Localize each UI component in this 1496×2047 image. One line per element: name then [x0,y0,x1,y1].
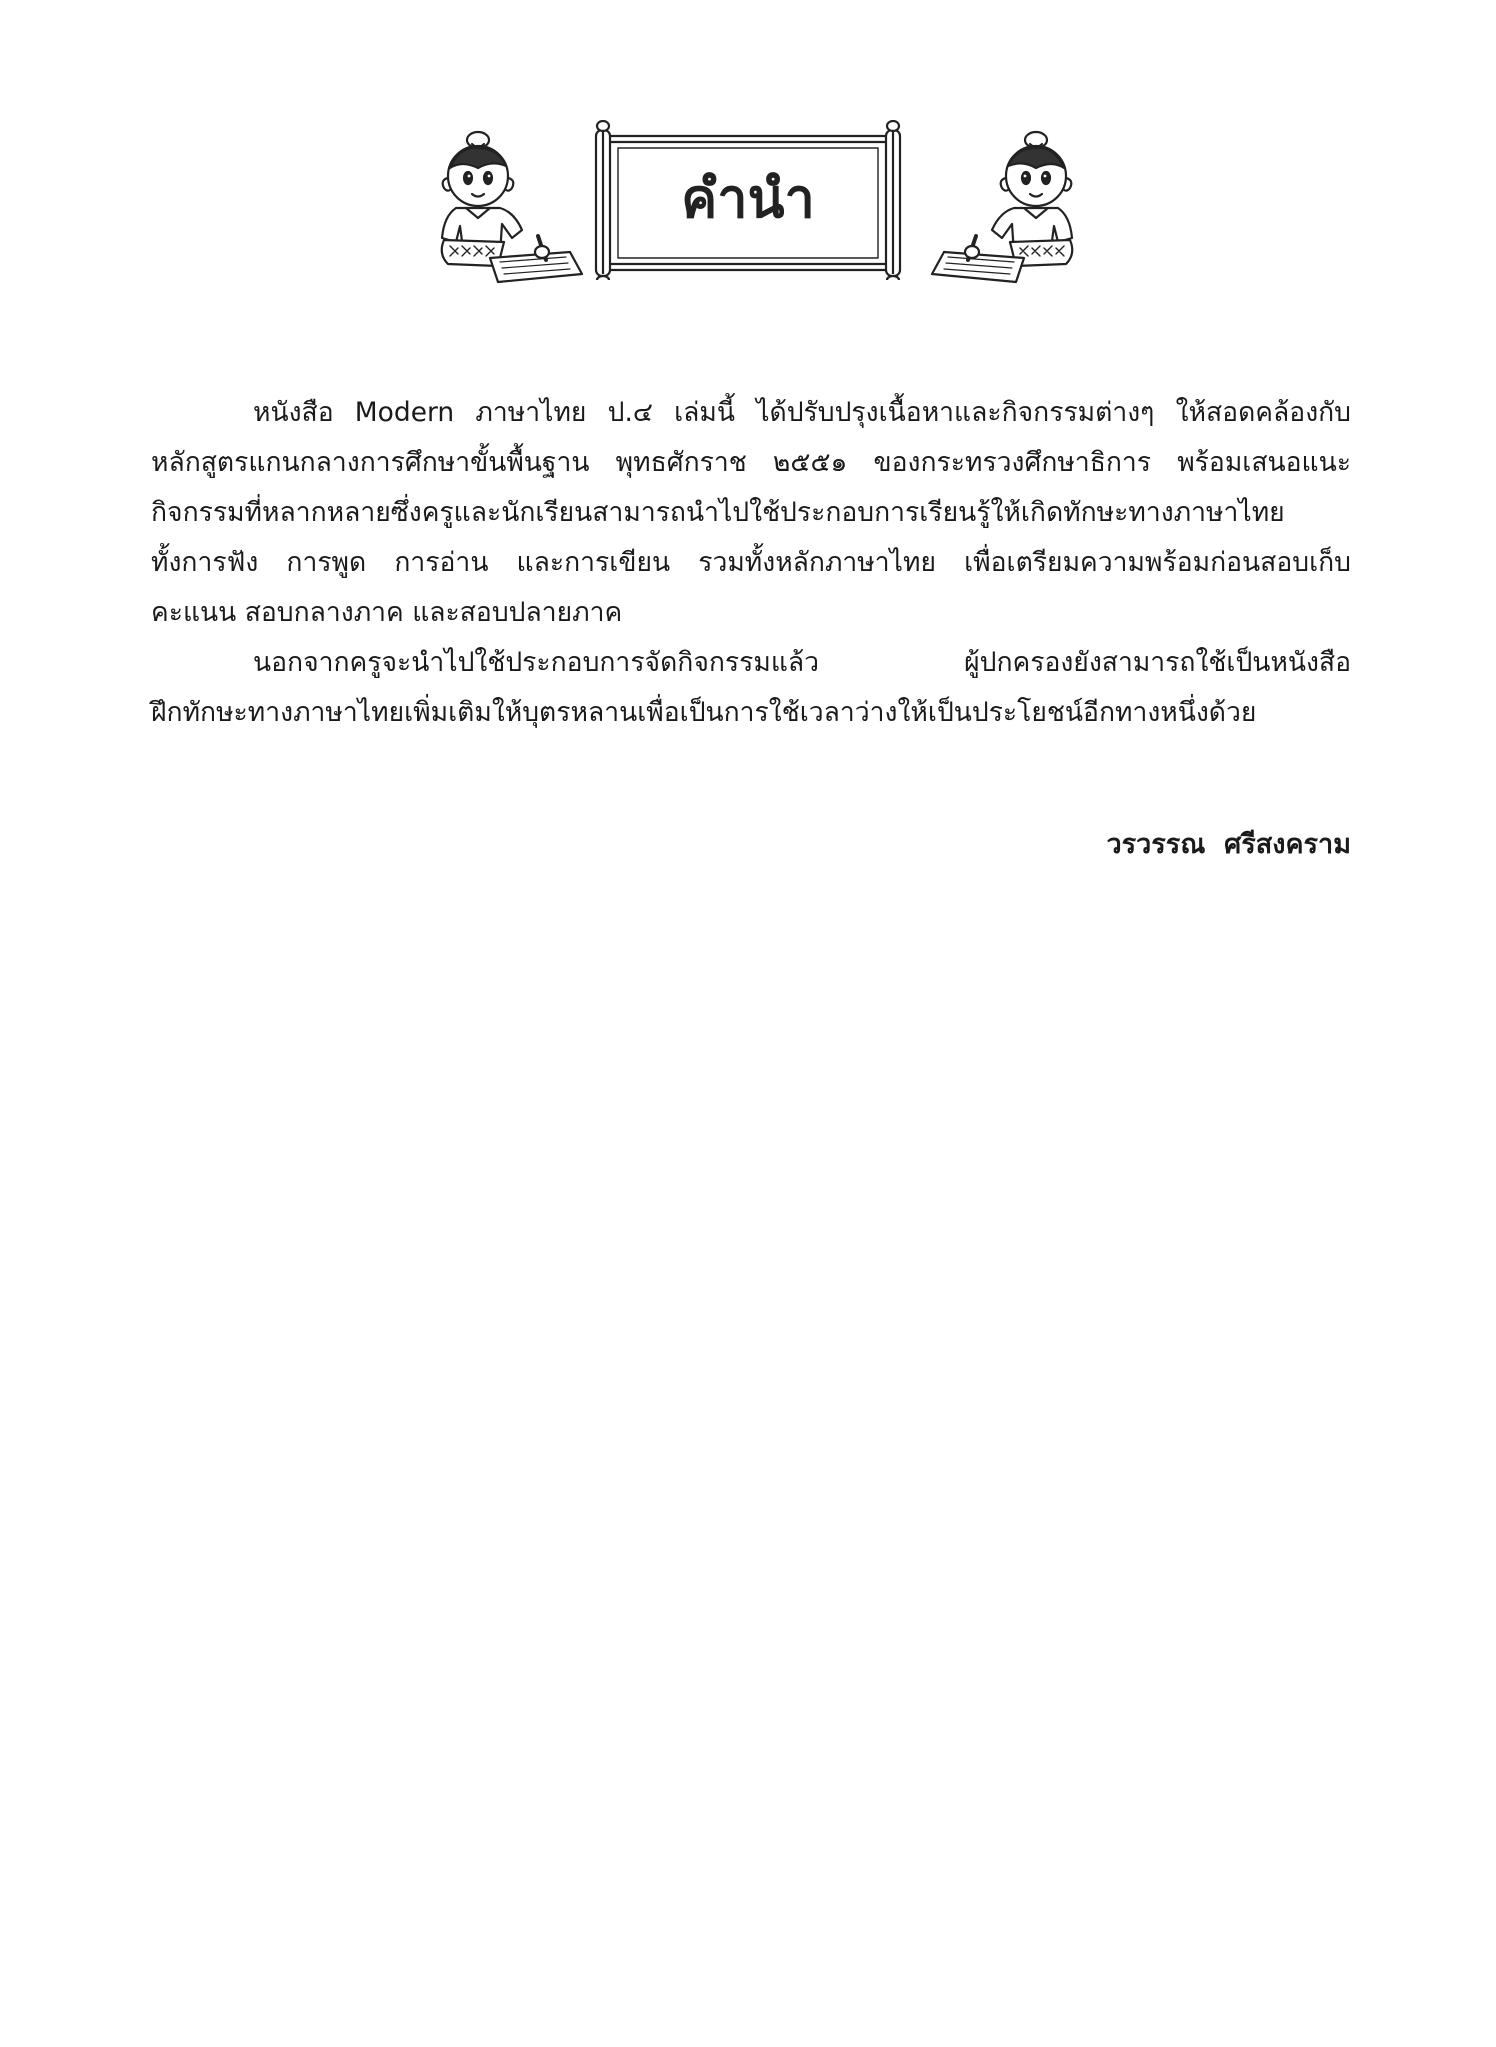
page-header [0,120,1496,290]
author-signature: วรวรรณ ศรีสงคราม [1106,829,1351,860]
text-line: นอกจากครูจะนำไปใช้ประกอบการจัดกิจกรรมแล้ว ผู้ปกครองยังสามารถใช้เป็นหนังสือ [253,647,1351,678]
text-line: ฝึกทักษะทางภาษาไทยเพิ่มเติมให้บุตรหลานเพื่อเป็นการใช้เวลาว่างให้เป็นประโยชน์อีกทางหนึ่งด้วย [151,697,1257,728]
scroll-banner-icon [590,120,906,280]
child-writing-icon [924,128,1094,288]
text-line: ทั้งการฟัง การพูด การอ่าน และการเขียน รวมทั้งหลักภาษาไทย เพื่อเตรียมความพร้อมก่อนสอบเก็บ [151,547,1351,578]
text-line: กิจกรรมที่หลากหลายซึ่งครูและนักเรียนสามารถนำไปใช้ประกอบการเรียนรู้ให้เกิดทักษะทางภาษาไทย [151,497,1285,528]
page-title: คำนำ [681,167,815,230]
child-writing-icon [420,128,590,288]
preface-body [151,388,1351,738]
text-line: หนังสือ Modern ภาษาไทย ป.๔ เล่มนี้ ได้ปรับปรุงเนื้อหาและกิจกรรมต่างๆ ให้สอดคล้องกับ [253,397,1351,428]
paragraph [151,388,1351,638]
text-line: หลักสูตรแกนกลางการศึกษาขั้นพื้นฐาน พุทธศักราช ๒๕๕๑ ของกระทรวงศึกษาธิการ พร้อมเสนอแนะ [151,447,1351,478]
text-line: คะแนน สอบกลางภาค และสอบปลายภาค [151,597,623,628]
paragraph [151,638,1351,738]
